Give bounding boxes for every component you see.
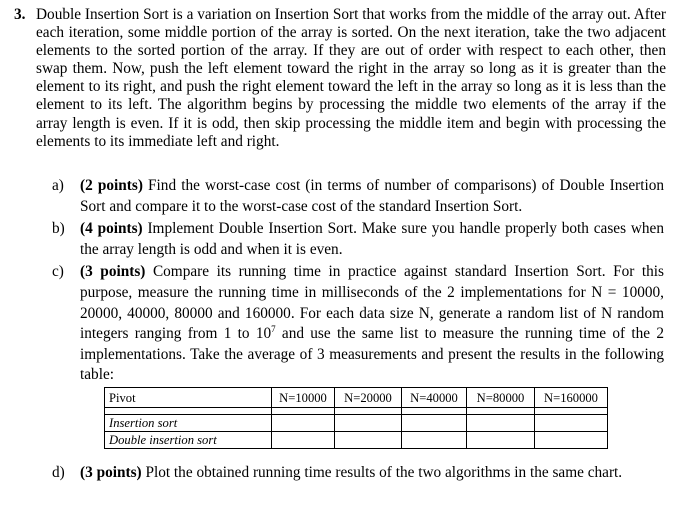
part-d-letter: d) — [52, 464, 65, 481]
part-c-text: Compare its running time in practice against standard Insertion Sort. For this purpose, measure the running time in milliseconds of the 2 implementations for N = 10000, 20000, 40000, 80000 and 160000. For each data size N, generate a random list of N random integers ranging from 1 to 10 — [80, 263, 665, 343]
part-c-exponent: 7 — [271, 324, 276, 335]
part-b-letter: b) — [52, 220, 65, 238]
table-spacer-row — [105, 408, 608, 415]
row-label: Double insertion sort — [105, 432, 272, 449]
table-cell — [467, 415, 535, 432]
part-b — [52, 219, 664, 260]
table-cell — [535, 415, 608, 432]
part-a — [52, 176, 664, 217]
table-header-cell: N=10000 — [272, 388, 335, 408]
question-parts — [52, 176, 664, 388]
part-d-text: Plot the obtained running time results of the two algorithms in the same chart. — [145, 464, 623, 481]
part-c-points: (3 points) — [80, 263, 146, 281]
part-c-letter: c) — [52, 263, 64, 281]
table-cell — [272, 415, 335, 432]
part-d-points: (3 points) — [80, 464, 142, 481]
table-header-cell: Pivot — [105, 388, 272, 408]
table-header-cell: N=20000 — [335, 388, 402, 408]
table-header-cell: N=80000 — [467, 388, 535, 408]
part-b-points: (4 points) — [80, 220, 143, 238]
table-cell — [335, 415, 402, 432]
results-table — [104, 387, 608, 449]
part-a-points: (2 points) — [80, 177, 143, 194]
row-label: Insertion sort — [105, 415, 272, 432]
table-cell — [272, 432, 335, 449]
table-header-cell: N=40000 — [402, 388, 467, 408]
table-cell — [535, 432, 608, 449]
part-a-letter: a) — [52, 177, 64, 194]
table-cell — [402, 415, 467, 432]
table-cell — [335, 432, 402, 449]
part-c-text-rest: and use the same list to measure the running time of the 2 implementations. Take the average of 3 measurements and present the results in the following table: — [80, 325, 664, 384]
question-text: Double Insertion Sort is a variation on Insertion Sort that works from the middle of the array out. After each iteration, some middle portion of the array is sorted. On the next iteration, take the two adjacent elements to the sorted portion of the array. If they are out of order with respect to each other, then swap them. Now, push the left element toward the right in the array so long as it is greater than the element to its right, and push the right element toward the left in the array so long as it is less than the element to its left. The algorithm begins by processing the middle two elements of the array if the array length is even. If it is odd, then skip processing the middle item and begin with processing the elements to its immediate left and right. — [36, 6, 666, 150]
part-a-text: Find the worst-case cost (in terms of number of comparisons) of Double Insertion Sort and compare it to the worst-case cost of the standard Insertion Sort. — [80, 177, 665, 215]
part-b-text: Implement Double Insertion Sort. Make sure you handle properly both cases when the array length is odd and when it is even. — [80, 220, 664, 258]
table-row — [105, 415, 608, 432]
table-cell — [467, 432, 535, 449]
question-number: 3. — [14, 6, 26, 23]
table-row — [105, 432, 608, 449]
part-d — [52, 463, 664, 483]
question-3 — [14, 6, 666, 151]
table-header-row — [105, 388, 608, 408]
table-cell — [402, 432, 467, 449]
part-c — [52, 262, 664, 386]
table-header-cell: N=160000 — [535, 388, 608, 408]
